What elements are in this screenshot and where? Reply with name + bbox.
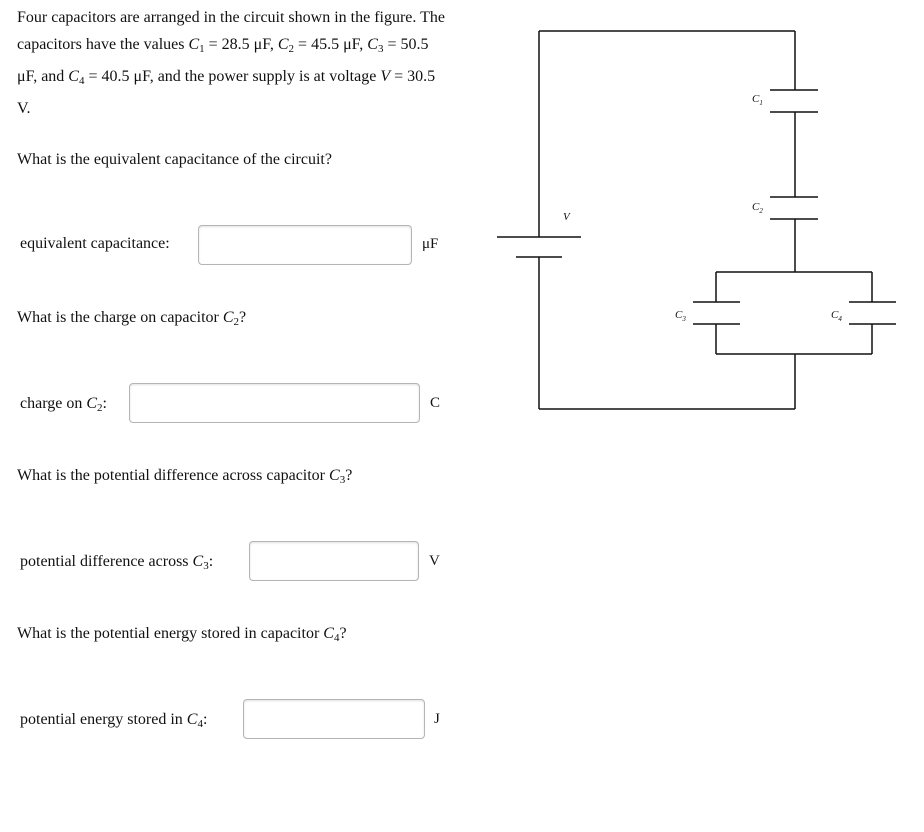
answer-4-unit: J <box>434 711 440 727</box>
equivalent-capacitance-input[interactable] <box>198 225 412 265</box>
c3-label: $C_3$ <box>675 309 686 323</box>
c1-label: $C_1$ <box>752 93 763 107</box>
c2-label: $C_2$ <box>752 201 763 215</box>
answer-2-unit: C <box>430 395 441 411</box>
question-4: What is the potential energy stored in capacitor $C_4$? <box>17 625 347 644</box>
answer-1-unit: μF <box>422 236 439 252</box>
question-2: What is the charge on capacitor $C_2$? <box>17 309 247 328</box>
question-1: What is the equivalent capacitance of the circuit? <box>17 151 332 168</box>
problem-statement: Four capacitors are arranged in the circuit shown in the figure. The capacitors have the values $C_1 = 28.5$ μF, $C_2 = 45.5$ μF, $C_3 = 50.5$ μF, and $C_4 = 40.5$ μF, and the power supply is at voltage V = 30.5 V. <box>17 9 445 117</box>
answer-2-label: charge on $C_2$: <box>20 395 107 414</box>
question-3: What is the potential difference across capacitor $C_3$? <box>17 467 353 486</box>
potential-energy-c4-input[interactable] <box>243 699 425 739</box>
answer-1-label: equivalent capacitance: <box>20 235 170 252</box>
v-label: V <box>563 211 570 223</box>
answer-4-label: potential energy stored in $C_4$: <box>20 711 208 730</box>
potential-difference-c3-input[interactable] <box>249 541 419 581</box>
answer-3-label: potential difference across $C_3$: <box>20 553 214 572</box>
c4-label: $C_4$ <box>831 309 842 323</box>
answer-3-unit: V <box>429 553 440 569</box>
charge-c2-input[interactable] <box>129 383 420 423</box>
